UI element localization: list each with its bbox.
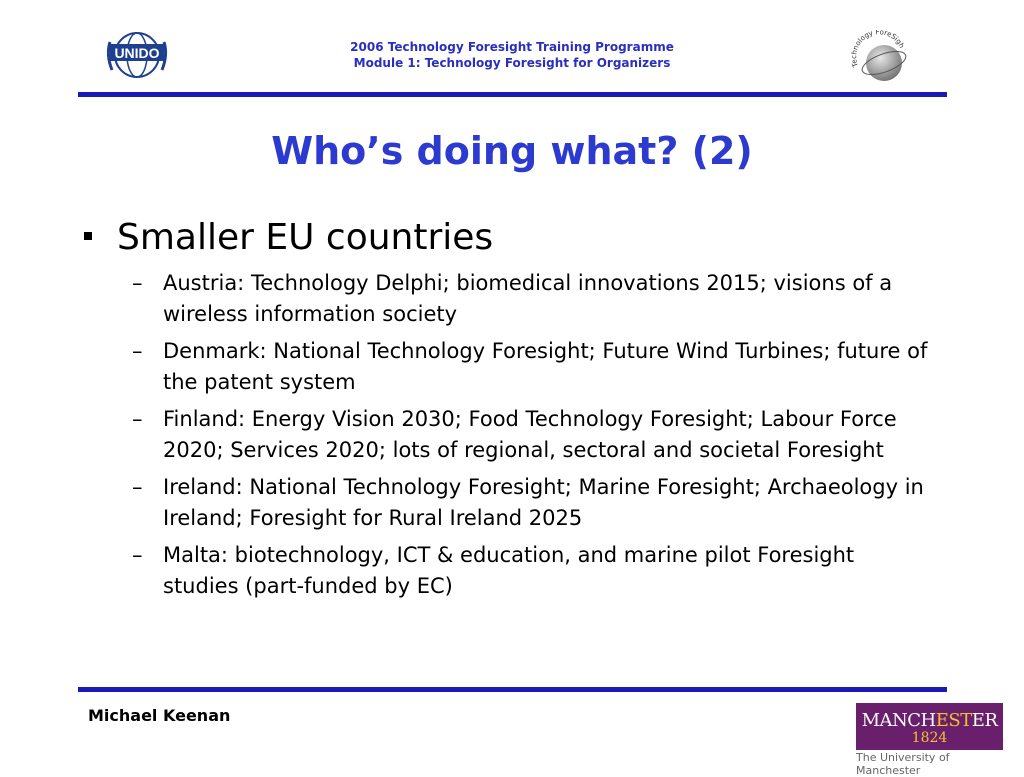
list-item-text: Ireland: National Technology Foresight; Marine Foresight; Archaeology in Ireland; Foresight for Rural Ireland 2025	[163, 475, 924, 530]
list-item-text: Austria: Technology Delphi; biomedical innovations 2015; visions of a wireless information society	[163, 271, 893, 326]
foresight-sphere-icon	[848, 30, 910, 86]
list-item-text: Finland: Energy Vision 2030; Food Technology Foresight; Labour Force 2020; Services 2020; lots of regional, sectoral and societal Foresight	[163, 407, 897, 462]
header-line-2: Module 1: Technology Foresight for Organizers	[353, 56, 671, 70]
manchester-wordmark-part2: EST	[935, 710, 972, 731]
manchester-wordmark-part3: ER	[971, 710, 998, 731]
technology-foresight-logo	[848, 30, 910, 86]
list-item	[132, 336, 932, 398]
footer-author: Michael Keenan	[88, 706, 231, 725]
square-bullet-icon	[84, 232, 92, 240]
list-item	[132, 540, 932, 602]
manchester-subtitle: The University of Manchester	[856, 751, 950, 777]
unido-logo-text: UNIDO	[114, 45, 160, 61]
university-of-manchester-logo	[856, 703, 1003, 750]
sub-item-list	[132, 268, 932, 608]
bullet-text: Smaller EU countries	[117, 217, 494, 258]
footer-divider	[78, 687, 947, 692]
list-item-text: Denmark: National Technology Foresight; Future Wind Turbines; future of the patent system	[163, 339, 928, 394]
dash-bullet: –	[132, 271, 143, 295]
manchester-year: 1824	[911, 730, 948, 746]
list-item	[132, 472, 932, 534]
dash-bullet: –	[132, 475, 143, 499]
dash-bullet: –	[132, 407, 143, 431]
header-divider	[78, 92, 947, 97]
manchester-wordmark	[856, 711, 1003, 731]
list-item	[132, 268, 932, 330]
manchester-wordmark-part1: MANCH	[861, 710, 936, 731]
slide-title: Who’s doing what? (2)	[271, 129, 753, 173]
header-line-1: 2006 Technology Foresight Training Programme	[350, 40, 674, 54]
list-item-text: Malta: biotechnology, ICT & education, and marine pilot Foresight studies (part-funded by EC)	[163, 543, 855, 598]
dash-bullet: –	[132, 339, 143, 363]
tf-logo-text: Technology ForeSigh	[850, 30, 906, 69]
list-item	[132, 404, 932, 466]
dash-bullet: –	[132, 543, 143, 567]
